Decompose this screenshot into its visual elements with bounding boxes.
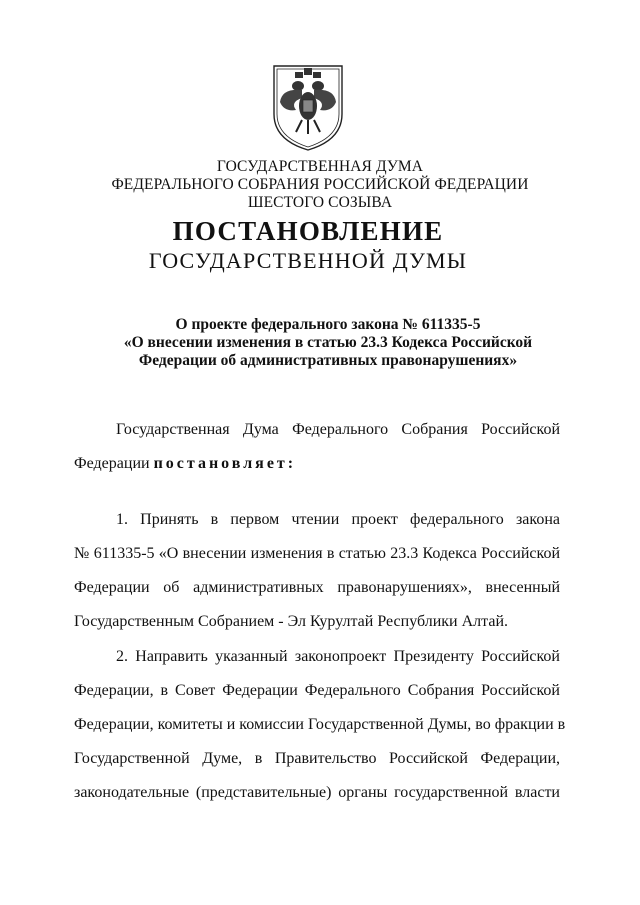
item-1-line-3: Федерации об административных правонарушениях», внесенный — [74, 579, 560, 596]
document-subject — [80, 316, 576, 370]
document-title: ПОСТАНОВЛЕНИЕ — [172, 216, 444, 246]
document-subtitle: ГОСУДАРСТВЕННОЙ ДУМЫ — [148, 248, 468, 273]
subject-line-3: Федерации об административных правонарушениях» — [138, 352, 518, 369]
item-1-line-4: Государственным Собранием - Эл Курултай Республики Алтай. — [74, 613, 508, 630]
issuer-line-3: ШЕСТОГО СОЗЫВА — [247, 194, 393, 211]
issuer-line-1: ГОСУДАРСТВЕННАЯ ДУМА — [216, 158, 424, 175]
coat-of-arms-icon — [268, 62, 348, 152]
item-2-line-4: Государственной Думе, в Правительство Российской Федерации, — [74, 750, 560, 767]
item-1-line-2: № 611335-5 «О внесении изменения в статью 23.3 Кодекса Российской — [74, 545, 560, 562]
item-1-line-1: 1. Принять в первом чтении проект федерального закона — [116, 511, 560, 528]
item-2-line-1: 2. Направить указанный законопроект Президенту Российской — [116, 648, 560, 665]
subject-line-1: О проекте федерального закона № 611335-5 — [175, 316, 481, 333]
item-2-line-2: Федерации, в Совет Федерации Федерального Собрания Российской — [74, 682, 560, 699]
subject-line-2: «О внесении изменения в статью 23.3 Кодекса Российской — [123, 334, 533, 351]
item-1-paragraph — [74, 510, 560, 646]
issuer-header — [0, 158, 640, 212]
item-2-line-3: Федерации, комитеты и комиссии Государственной Думы, во фракции в — [74, 716, 566, 733]
intro-paragraph — [74, 420, 560, 488]
issuer-line-2: ФЕДЕРАЛЬНОГО СОБРАНИЯ РОССИЙСКОЙ ФЕДЕРАЦИИ — [111, 176, 529, 193]
intro-line-1: Государственная Дума Федерального Собрания Российской — [116, 421, 560, 438]
resolution-verb: постановляет: — [153, 455, 297, 472]
intro-line-2 — [74, 454, 560, 488]
intro-line-2-prefix: Федерации — [74, 455, 150, 472]
item-2-line-5: законодательные (представительные) органы государственной власти — [74, 784, 560, 801]
item-2-paragraph — [74, 647, 566, 817]
